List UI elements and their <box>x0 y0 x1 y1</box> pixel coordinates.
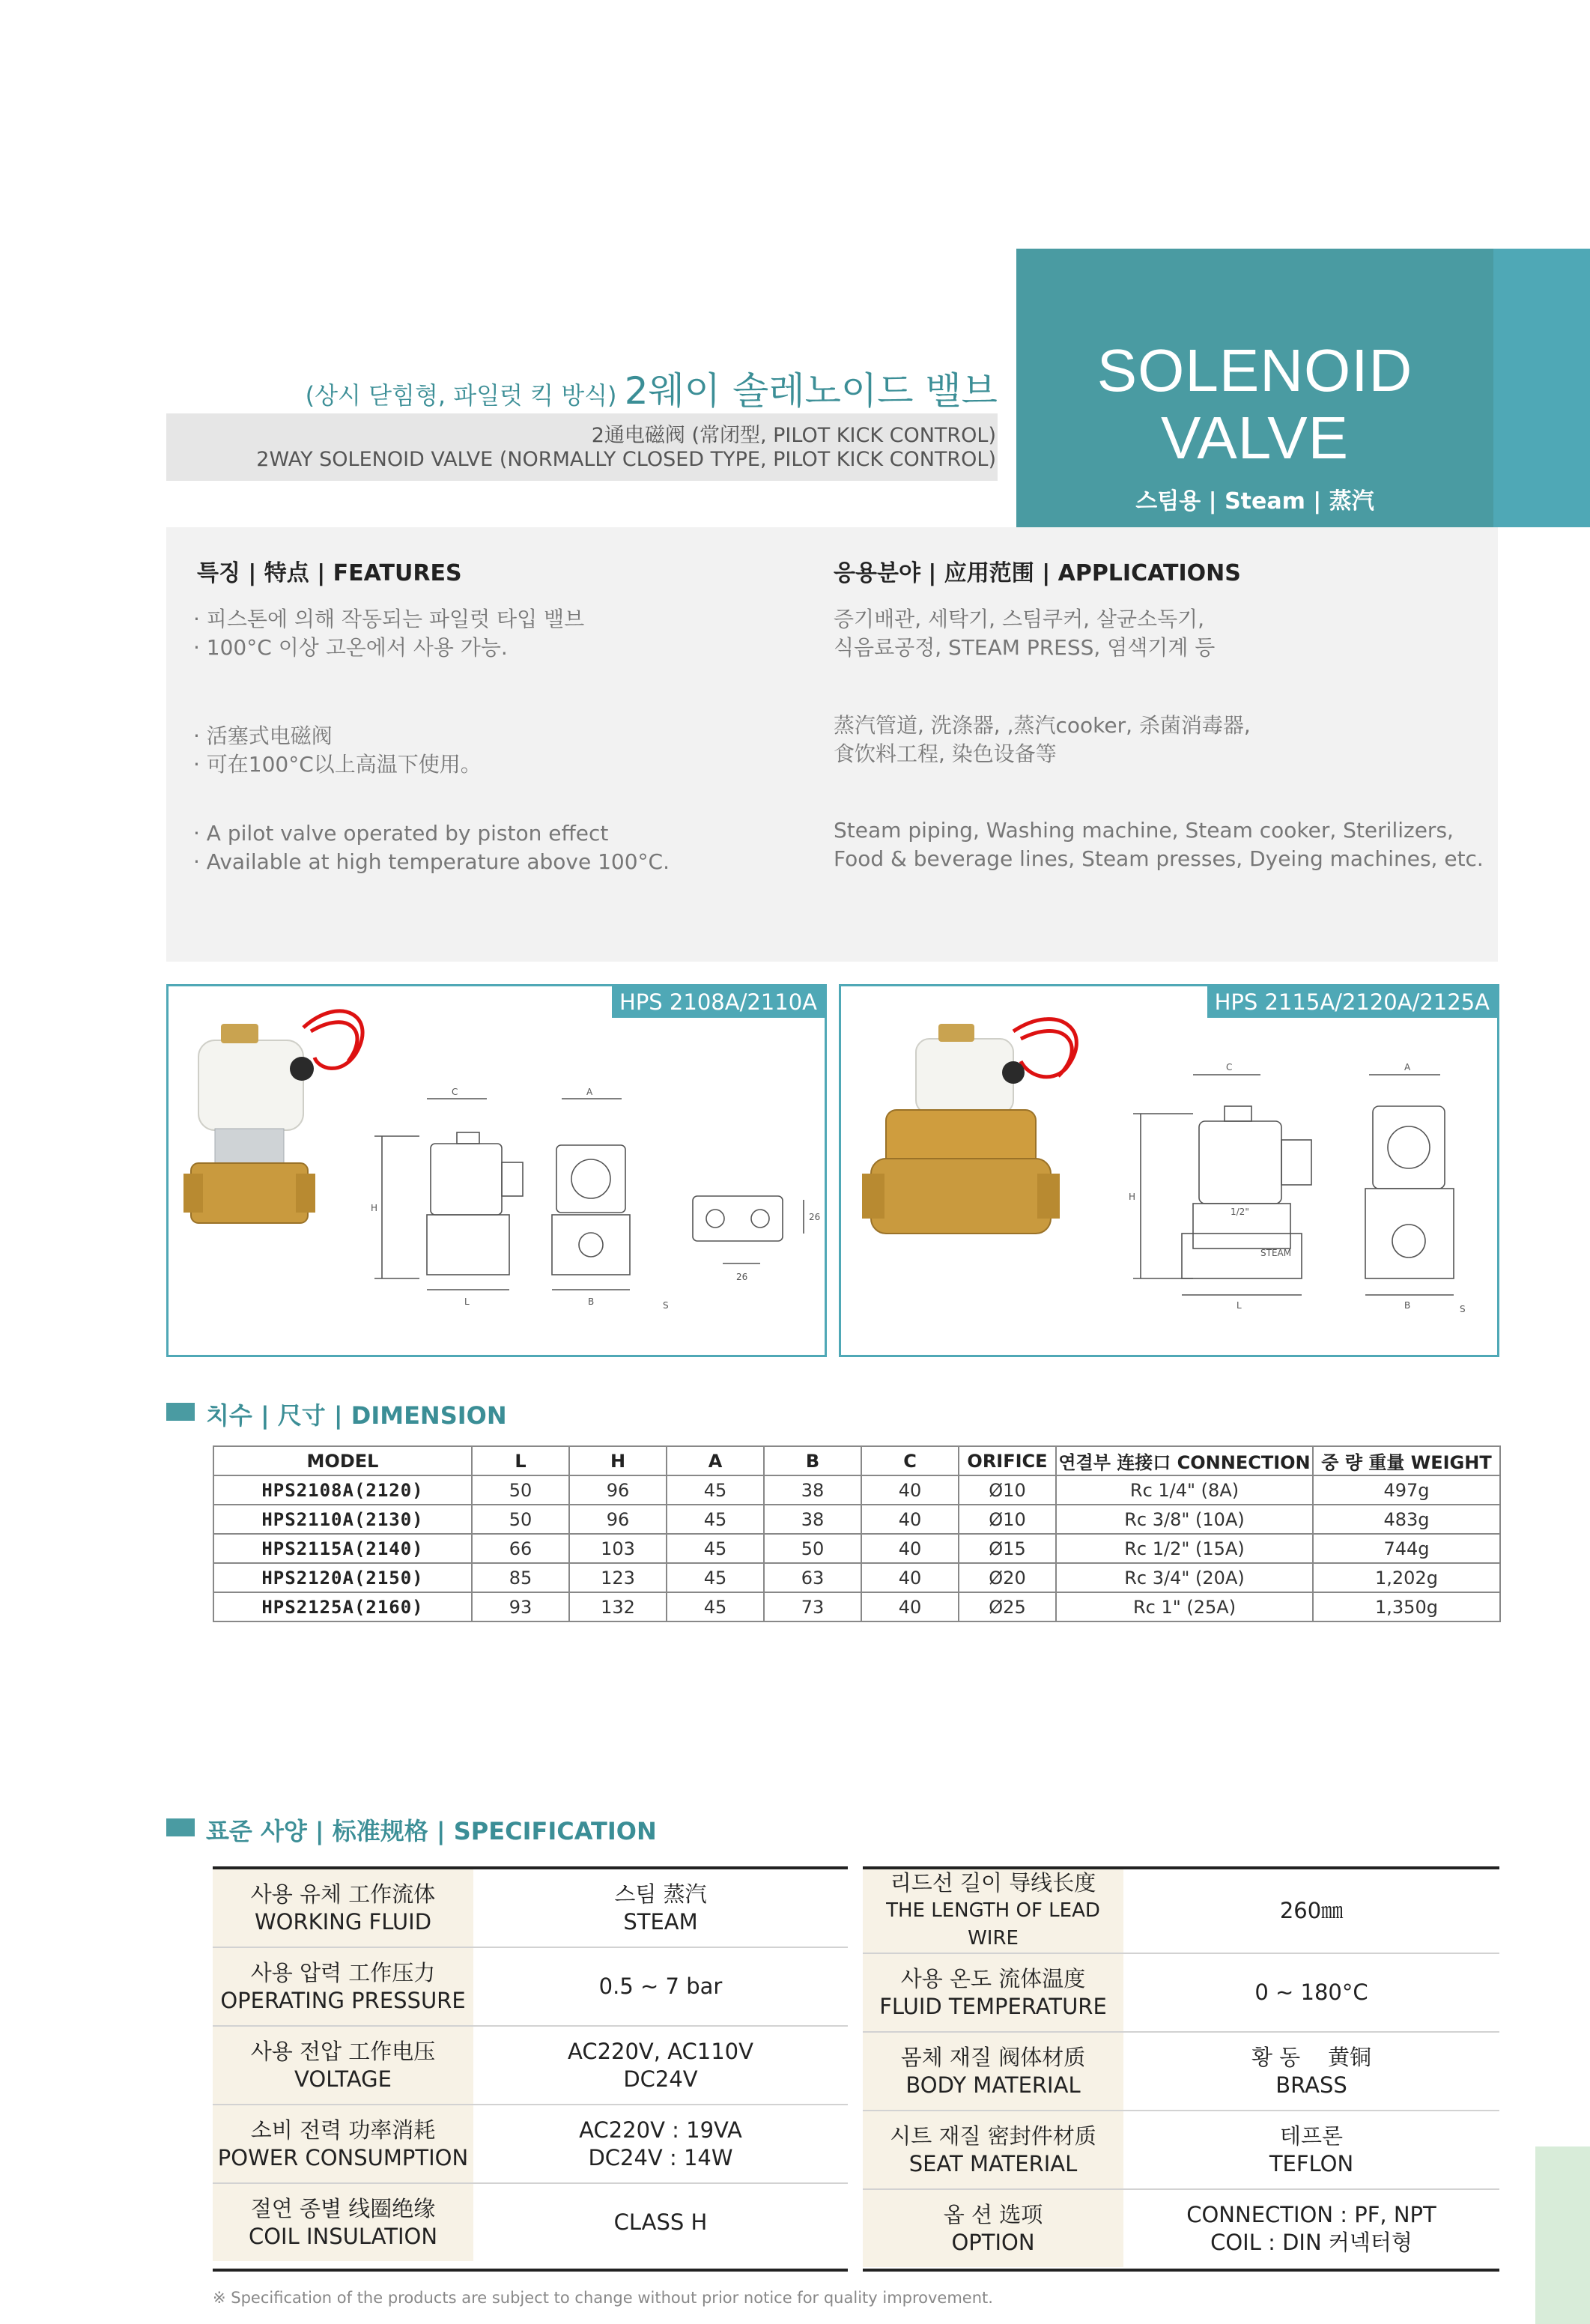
cell-model: HPS2110A(2130) <box>213 1505 472 1534</box>
dim-label-l-1: L <box>464 1296 470 1307</box>
cell-l: 50 <box>472 1505 569 1534</box>
spec-label <box>863 2189 1123 2267</box>
spec-table-left <box>213 1869 848 2261</box>
feature-cn-2: · 可在100°C以上高温下使用。 <box>193 752 482 777</box>
cell-h: 103 <box>569 1534 667 1563</box>
spec-value <box>473 2026 848 2105</box>
spec-value-1: 0 ~ 180°C <box>1254 1979 1368 2005</box>
spec-label-en: VOLTAGE <box>294 2066 392 2092</box>
korean-headline <box>166 361 998 415</box>
cell-connection: Rc 1" (25A) <box>1056 1592 1313 1621</box>
spec-label-kr: 사용 전압 工作电压 <box>250 2038 436 2064</box>
spec-label <box>863 1869 1123 1953</box>
cell-a: 45 <box>667 1592 764 1621</box>
valve-illustration-2 <box>841 986 1497 1355</box>
title-box <box>1016 249 1493 527</box>
dim-label-26-vertical: 26 <box>809 1212 821 1222</box>
col-c: C <box>861 1446 959 1475</box>
spec-label-en: THE LENGTH OF LEAD WIRE <box>886 1899 1100 1950</box>
cell-l: 93 <box>472 1592 569 1621</box>
cell-a: 45 <box>667 1505 764 1534</box>
spec-row <box>863 1869 1499 1953</box>
cell-orifice: Ø15 <box>959 1534 1056 1563</box>
headline-prefix: (상시 닫힘형, 파일럿 킥 방식) <box>305 381 625 410</box>
cell-b: 50 <box>764 1534 861 1563</box>
cell-l: 85 <box>472 1563 569 1592</box>
spec-label-en: OPERATING PRESSURE <box>220 1987 466 2013</box>
cell-orifice: Ø10 <box>959 1475 1056 1505</box>
spec-label <box>213 2026 473 2105</box>
product-tag-2: HPS 2115A/2120A/2125A <box>1207 986 1497 1018</box>
cell-b: 38 <box>764 1475 861 1505</box>
spec-value-1: 테프론 <box>1279 2123 1344 2149</box>
spec-value <box>1123 2189 1499 2267</box>
title-line-1: SOLENOID <box>1096 337 1413 404</box>
cell-h: 123 <box>569 1563 667 1592</box>
cell-b: 38 <box>764 1505 861 1534</box>
spec-right-bottom-rule <box>863 2269 1499 2272</box>
dimension-table <box>213 1445 1501 1622</box>
spec-value-1: AC220V : 19VA <box>579 2117 742 2143</box>
cell-a: 45 <box>667 1563 764 1592</box>
application-kr-2: 식음료공정, STEAM PRESS, 염색기계 등 <box>834 635 1216 660</box>
cell-c: 40 <box>861 1505 959 1534</box>
spec-value <box>1123 2032 1499 2111</box>
spec-value-2: DC24V : 14W <box>588 2144 733 2170</box>
spec-table-right <box>863 1869 1499 2267</box>
col-connection: 연결부 连接口 CONNECTION <box>1056 1446 1313 1475</box>
cell-c: 40 <box>861 1592 959 1621</box>
cell-h: 96 <box>569 1505 667 1534</box>
cell-orifice: Ø25 <box>959 1592 1056 1621</box>
features-chinese <box>193 722 482 779</box>
table-row <box>213 1534 1500 1563</box>
title-subtitle: 스팀용 | Steam | 蒸汽 <box>1135 488 1374 515</box>
valve-photo-1 <box>183 1011 362 1223</box>
dim-label-a-2: A <box>1404 1062 1411 1073</box>
spec-value <box>1123 1953 1499 2032</box>
spec-value-1: CLASS H <box>613 2209 708 2235</box>
dim-label-s-1: S <box>663 1300 669 1311</box>
spec-label <box>863 2111 1123 2189</box>
dim-label-b-1: B <box>588 1296 595 1307</box>
chinese-subtitle: 2通电磁阀 (常闭型, PILOT KICK CONTROL) <box>591 424 996 447</box>
spec-label-en: POWER CONSUMPTION <box>217 2144 469 2170</box>
cell-connection: Rc 3/4" (20A) <box>1056 1563 1313 1592</box>
spec-value-2: COIL : DIN 커넥터형 <box>1210 2229 1413 2255</box>
table-row <box>213 1563 1500 1592</box>
dim-label-b-2: B <box>1404 1300 1411 1311</box>
spec-label <box>213 2105 473 2183</box>
feature-en-1: · A pilot valve operated by piston effect <box>193 821 609 846</box>
feature-kr-2: · 100°C 이상 고온에서 사용 가능. <box>193 635 508 660</box>
features-korean <box>193 605 584 662</box>
spec-value-1: 0.5 ~ 7 bar <box>598 1973 723 1999</box>
spec-row <box>213 2026 848 2105</box>
spec-row <box>213 1869 848 1947</box>
spec-label-en: OPTION <box>951 2229 1035 2255</box>
spec-label-kr: 리드선 길이 导线长度 <box>890 1870 1096 1896</box>
product-box-2 <box>839 984 1499 1357</box>
application-kr-1: 증기배관, 세탁기, 스팀쿠커, 살균소독기, <box>834 607 1205 631</box>
spec-row <box>863 2111 1499 2189</box>
dim-label-26-horizontal: 26 <box>736 1272 748 1282</box>
feature-en-2: · Available at high temperature above 100°C. <box>193 849 670 874</box>
title-line-2: VALVE <box>1160 404 1350 471</box>
product-box-1 <box>166 984 827 1357</box>
technical-drawing-1 <box>374 1099 804 1290</box>
spec-label <box>213 2183 473 2261</box>
page-side-strip <box>1535 2146 1590 2324</box>
cell-model: HPS2115A(2140) <box>213 1534 472 1563</box>
spec-label <box>863 2032 1123 2111</box>
spec-left-bottom-rule <box>213 2269 848 2272</box>
product-tag-1: HPS 2108A/2110A <box>612 986 825 1018</box>
cell-c: 40 <box>861 1563 959 1592</box>
dim-label-s-2: S <box>1460 1304 1466 1314</box>
spec-label-kr: 몸체 재질 阀体材质 <box>900 2044 1086 2070</box>
application-en-2: Food & beverage lines, Steam presses, Dyeing machines, etc. <box>834 846 1484 871</box>
valve-photo-2 <box>862 1019 1076 1234</box>
cell-weight: 744g <box>1313 1534 1500 1563</box>
cell-model: HPS2125A(2160) <box>213 1592 472 1621</box>
title-accent-strip <box>1493 249 1590 527</box>
features-english <box>193 819 670 876</box>
col-weight: 중 량 重量 WEIGHT <box>1313 1446 1500 1475</box>
cell-c: 40 <box>861 1534 959 1563</box>
cell-connection: Rc 1/2" (15A) <box>1056 1534 1313 1563</box>
cell-weight: 483g <box>1313 1505 1500 1534</box>
spec-label-kr: 시트 재질 密封件材质 <box>890 2123 1096 2149</box>
applications-korean <box>834 605 1215 662</box>
dim-label-a-1: A <box>586 1087 593 1097</box>
spec-row <box>213 2183 848 2261</box>
dim-label-steam: STEAM <box>1260 1248 1292 1258</box>
dimension-title: 치수 | 尺寸 | DIMENSION <box>206 1401 507 1430</box>
feature-cn-1: · 活塞式电磁阀 <box>193 723 333 748</box>
spec-label-en: BODY MATERIAL <box>905 2072 1081 2098</box>
cell-connection: Rc 1/4" (8A) <box>1056 1475 1313 1505</box>
applications-heading: 응용분야 | 应用范围 | APPLICATIONS <box>834 560 1241 586</box>
col-orifice: ORIFICE <box>959 1446 1056 1475</box>
cell-l: 66 <box>472 1534 569 1563</box>
spec-value-2: BRASS <box>1275 2072 1347 2098</box>
spec-label-kr: 소비 전력 功率消耗 <box>250 2117 436 2143</box>
spec-row <box>213 1947 848 2026</box>
spec-value <box>1123 2111 1499 2189</box>
spec-label-en: SEAT MATERIAL <box>908 2150 1078 2176</box>
english-subtitle: 2WAY SOLENOID VALVE (NORMALLY CLOSED TYPE, PILOT KICK CONTROL) <box>256 448 996 471</box>
dim-label-port-size: 1/2" <box>1231 1207 1249 1217</box>
dim-label-h-1: H <box>371 1203 378 1213</box>
table-row <box>213 1592 1500 1621</box>
specification-section-bar <box>166 1818 195 1836</box>
col-h: H <box>569 1446 667 1475</box>
cell-a: 45 <box>667 1534 764 1563</box>
specification-title: 표준 사양 | 标准规格 | SPECIFICATION <box>206 1817 657 1845</box>
spec-label-kr: 사용 압력 工作压力 <box>250 1959 436 1985</box>
dim-label-l-2: L <box>1237 1300 1242 1311</box>
cell-a: 45 <box>667 1475 764 1505</box>
application-cn-2: 食饮料工程, 染色设备等 <box>834 741 1057 766</box>
table-row <box>213 1505 1500 1534</box>
dim-label-c-2: C <box>1226 1062 1233 1073</box>
col-b: B <box>764 1446 861 1475</box>
technical-drawing-2 <box>1133 1075 1454 1295</box>
spec-value <box>473 2183 848 2261</box>
spec-value-1: 황 동 黄铜 <box>1251 2044 1372 2070</box>
dim-label-c-1: C <box>452 1087 458 1097</box>
spec-value-2: DC24V <box>623 2066 698 2092</box>
dimension-header-row <box>213 1446 1500 1475</box>
spec-value-1: CONNECTION : PF, NPT <box>1186 2201 1436 2227</box>
cell-connection: Rc 3/8" (10A) <box>1056 1505 1313 1534</box>
spec-value-1: AC220V, AC110V <box>568 2038 753 2064</box>
table-row <box>213 1475 1500 1505</box>
spec-label-en: COIL INSULATION <box>248 2223 438 2249</box>
features-heading: 특징 | 特点 | FEATURES <box>197 560 462 586</box>
applications-english <box>834 816 1484 873</box>
applications-chinese <box>834 712 1251 768</box>
spec-row <box>863 1953 1499 2032</box>
spec-label <box>213 1947 473 2026</box>
headline-title: 2웨이 솔레노이드 밸브 <box>624 369 998 413</box>
feature-kr-1: · 피스톤에 의해 작동되는 파일럿 타입 밸브 <box>193 607 585 631</box>
spec-value <box>1123 1869 1499 1953</box>
spec-value <box>473 2105 848 2183</box>
spec-row <box>863 2189 1499 2267</box>
spec-label-kr: 사용 온도 流体温度 <box>900 1965 1086 1991</box>
spec-label <box>863 1953 1123 2032</box>
cell-l: 50 <box>472 1475 569 1505</box>
disclaimer-note: ※ Specification of the products are subject to change without prior notice for quality improvement. <box>213 2289 993 2307</box>
spec-label-kr: 옵 션 选项 <box>943 2201 1043 2227</box>
application-cn-1: 蒸汽管道, 洗涤器, ,蒸汽cooker, 杀菌消毒器, <box>834 713 1251 738</box>
cell-weight: 1,202g <box>1313 1563 1500 1592</box>
spec-value <box>473 1869 848 1947</box>
col-model: MODEL <box>213 1446 472 1475</box>
spec-label-kr: 절연 종별 线圈绝缘 <box>250 2195 436 2221</box>
col-a: A <box>667 1446 764 1475</box>
application-en-1: Steam piping, Washing machine, Steam cooker, Sterilizers, <box>834 818 1454 843</box>
cell-c: 40 <box>861 1475 959 1505</box>
cell-h: 96 <box>569 1475 667 1505</box>
spec-value-1: 260㎜ <box>1279 1898 1344 1923</box>
dim-label-h-2: H <box>1129 1192 1136 1202</box>
spec-label-en: WORKING FLUID <box>254 1908 432 1935</box>
spec-label <box>213 1869 473 1947</box>
cell-model: HPS2108A(2120) <box>213 1475 472 1505</box>
spec-label-en: FLUID TEMPERATURE <box>879 1993 1107 2019</box>
cell-b: 63 <box>764 1563 861 1592</box>
cell-weight: 1,350g <box>1313 1592 1500 1621</box>
cell-orifice: Ø10 <box>959 1505 1056 1534</box>
cell-orifice: Ø20 <box>959 1563 1056 1592</box>
spec-row <box>863 2032 1499 2111</box>
spec-value-2: TEFLON <box>1269 2150 1354 2176</box>
cell-b: 73 <box>764 1592 861 1621</box>
spec-value-1: 스팀 蒸汽 <box>614 1881 707 1907</box>
spec-value-2: STEAM <box>623 1908 698 1935</box>
cell-weight: 497g <box>1313 1475 1500 1505</box>
col-l: L <box>472 1446 569 1475</box>
spec-label-kr: 사용 유체 工作流体 <box>250 1881 436 1907</box>
spec-row <box>213 2105 848 2183</box>
cell-model: HPS2120A(2150) <box>213 1563 472 1592</box>
cell-h: 132 <box>569 1592 667 1621</box>
valve-illustration-1 <box>169 986 825 1355</box>
dimension-section-bar <box>166 1403 195 1421</box>
spec-value <box>473 1947 848 2026</box>
